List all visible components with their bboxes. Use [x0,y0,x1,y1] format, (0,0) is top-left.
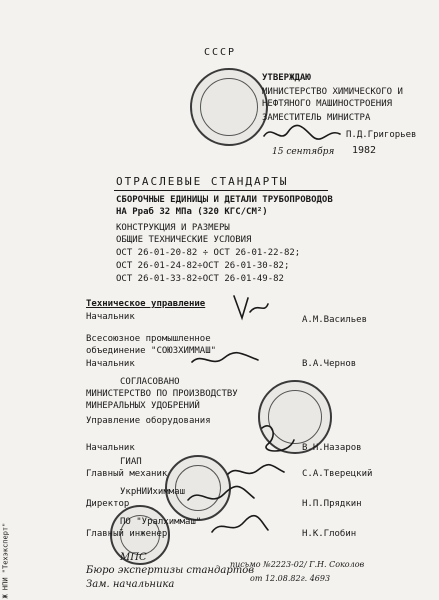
deputy-name: П.Д.Григорьев [346,130,417,140]
head3-name: В.Н.Назаров [302,443,362,453]
approval-year: 1982 [352,145,377,156]
director-title: Директор [86,499,130,509]
director-signature [186,484,256,510]
ost-range-2: ОСТ 26-01-24-82÷ОСТ 26-01-30-82; [116,261,290,271]
head2-name: В.А.Чернов [302,359,357,369]
giap-label: ГИАП [120,457,142,467]
margin-note: Ж НПИ "Техэксперт" [1,522,10,599]
heading-rule [114,190,328,191]
title-line4: ОБЩИЕ ТЕХНИЧЕСКИЕ УСЛОВИЯ [116,235,252,245]
dept-equipment: Управление оборудования [86,416,211,426]
chief-eng-signature [210,514,270,540]
title-line1: СБОРОЧНЫЕ ЕДИНИЦЫ И ДЕТАЛИ ТРУБОПРОВОДОВ [116,195,333,205]
ost-range-3: ОСТ 26-01-33-82÷ОСТ 26-01-49-82 [116,274,284,284]
head2-title: Начальник [86,359,135,369]
approval-date-handwritten: 15 сентября [272,147,335,157]
head1-signature [230,292,270,322]
document-heading: ОТРАСЛЕВЫЕ СТАНДАРТЫ [116,175,289,188]
head1-name: А.М.Васильев [302,315,368,325]
uralhim-label: ПО "Уралхиммаш" [120,517,202,527]
ministry2-line1: МИНИСТЕРСТВО ПО ПРОИЗВОДСТВУ [86,389,238,399]
approved-label: УТВЕРЖДАЮ [262,73,311,83]
head1-title: Начальник [86,312,135,322]
chief-eng-name: Н.К.Глобин [302,529,357,539]
union-line1: Всесоюзное промышленное [86,334,211,344]
ministry-line2: НЕФТЯНОГО МАШИНОСТРОЕНИЯ [262,99,393,109]
union-line2: объединение "СОЮЗХИММАШ" [86,346,217,356]
title-line3: КОНСТРУКЦИЯ И РАЗМЕРЫ [116,223,230,233]
title-line2: НА Рраб 32 МПа (320 КГС/СМ²) [116,207,268,217]
bureau-label: Бюро экспертизы стандартов [86,565,255,576]
uniihim-label: УкрНИИхиммаш [120,487,186,497]
deputy-title: ЗАМЕСТИТЕЛЬ МИНИСТРА [262,113,371,123]
mps-label: МПС [120,552,147,563]
ost-range-1: ОСТ 26-01-20-82 ÷ ОСТ 26-01-22-82; [116,248,301,258]
letter-date: от 12.08.82г. 4693 [250,574,331,583]
chief-mech-name: С.А.Тверецкий [302,469,373,479]
country-label: СССР [204,47,237,58]
head3-signature [258,418,298,458]
bureau-deputy: Зам. начальника [86,579,175,590]
ministry-seal [190,68,268,146]
agreed-label: СОГЛАСОВАНО [120,377,180,387]
head2-signature [190,350,260,370]
tech-dept-label: Техническое управление [86,299,206,309]
letter-ref: письмо №2223-02/ Г.Н. Соколов [230,560,365,569]
head3-title: Начальник [86,443,135,453]
chief-eng-title: Главный инженер [86,529,168,539]
chief-mech-signature [226,460,286,482]
director-name: Н.П.Прядкин [302,499,362,509]
chief-mech-title: Главный механик [86,469,168,479]
ministry-line1: МИНИСТЕРСТВО ХИМИЧЕСКОГО И [262,87,403,97]
deputy-signature [262,122,342,146]
ministry2-line2: МИНЕРАЛЬНЫХ УДОБРЕНИЙ [86,401,200,411]
